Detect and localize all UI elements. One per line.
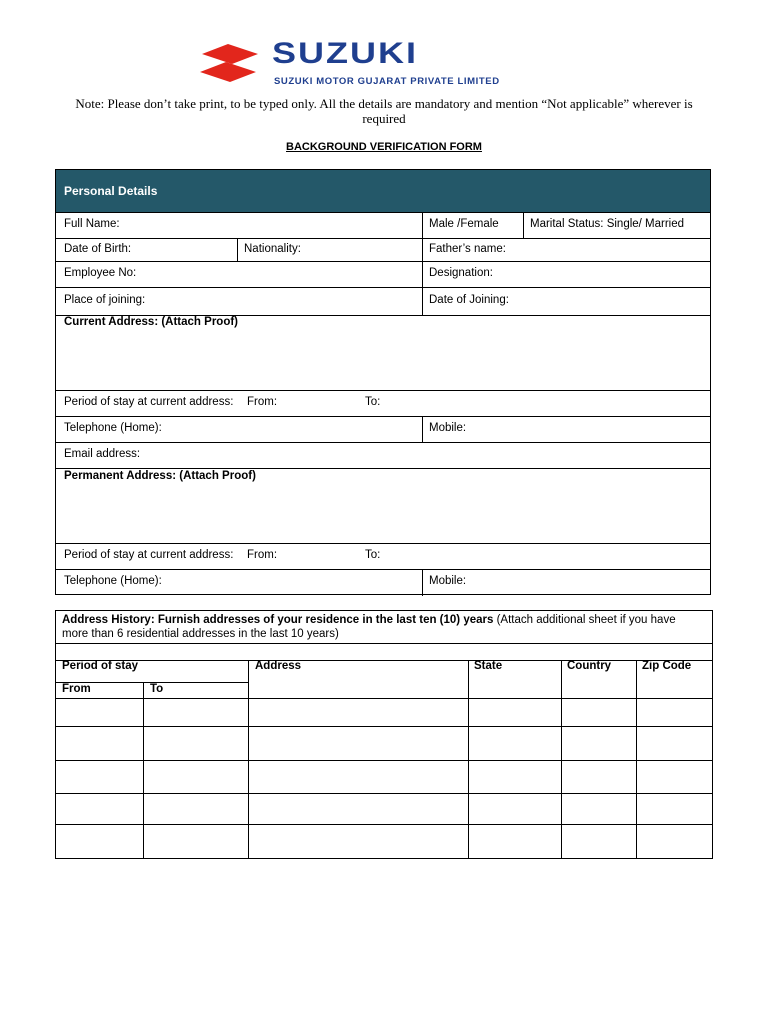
logo-subtitle: SUZUKI MOTOR GUJARAT PRIVATE LIMITED (274, 76, 500, 87)
email-field[interactable]: Email address: (64, 448, 141, 460)
period-stay-permanent-label: Period of stay at current address: (64, 549, 234, 561)
period-to-field[interactable]: To: (365, 396, 381, 408)
address-history-caption: Address History: Furnish addresses of your residence in the last ten (10) years (Attach additional sheet if you have more than 6 residential addresses in the last 10 years) (62, 614, 676, 640)
gender-field[interactable]: Male /Female (429, 218, 499, 230)
table-row[interactable] (56, 726, 712, 760)
mobile-field-2[interactable]: Mobile: (429, 575, 467, 587)
personal-details-table (55, 169, 711, 595)
header-address: Address (255, 660, 302, 672)
header-from: From (62, 683, 91, 695)
telephone-home-field-2[interactable]: Telephone (Home): (64, 575, 162, 587)
header-to: To (150, 683, 164, 695)
mobile-field[interactable]: Mobile: (429, 422, 467, 434)
suzuki-logo (198, 36, 510, 90)
table-row[interactable] (56, 760, 712, 793)
header-period-of-stay: Period of stay (62, 660, 139, 672)
table-row[interactable] (56, 824, 712, 858)
table-row[interactable] (56, 698, 712, 726)
personal-details-header: Personal Details (56, 170, 710, 212)
designation-field[interactable]: Designation: (429, 267, 493, 279)
suzuki-s-mark-icon (198, 44, 260, 86)
nationality-field[interactable]: Nationality: (244, 243, 301, 255)
permanent-address-field[interactable]: Permanent Address: (Attach Proof) (64, 470, 256, 482)
dob-field[interactable]: Date of Birth: (64, 243, 132, 255)
form-title: BACKGROUND VERIFICATION FORM (286, 141, 482, 153)
employee-no-field[interactable]: Employee No: (64, 267, 137, 279)
logo-brand: SUZUKI (272, 36, 418, 70)
current-address-field[interactable]: Current Address: (Attach Proof) (64, 316, 238, 328)
header-state: State (474, 660, 503, 672)
place-of-joining-field[interactable]: Place of joining: (64, 294, 146, 306)
period-from-field[interactable]: From: (247, 396, 278, 408)
father-name-field[interactable]: Father’s name: (429, 243, 506, 255)
table-row[interactable] (56, 793, 712, 824)
address-history-table (55, 610, 713, 859)
period-stay-current-label: Period of stay at current address: (64, 396, 234, 408)
instruction-note: Note: Please don’t take print, to be typed only. All the details are mandatory and mention “Not applicable” wherever is required (75, 96, 693, 126)
marital-status-field[interactable]: Marital Status: Single/ Married (530, 218, 685, 230)
date-of-joining-field[interactable]: Date of Joining: (429, 294, 509, 306)
period-to-field-2[interactable]: To: (365, 549, 381, 561)
header-country: Country (567, 660, 612, 672)
header-zip-code: Zip Code (642, 660, 692, 672)
telephone-home-field[interactable]: Telephone (Home): (64, 422, 162, 434)
full-name-field[interactable]: Full Name: (64, 218, 120, 230)
period-from-field-2[interactable]: From: (247, 549, 278, 561)
